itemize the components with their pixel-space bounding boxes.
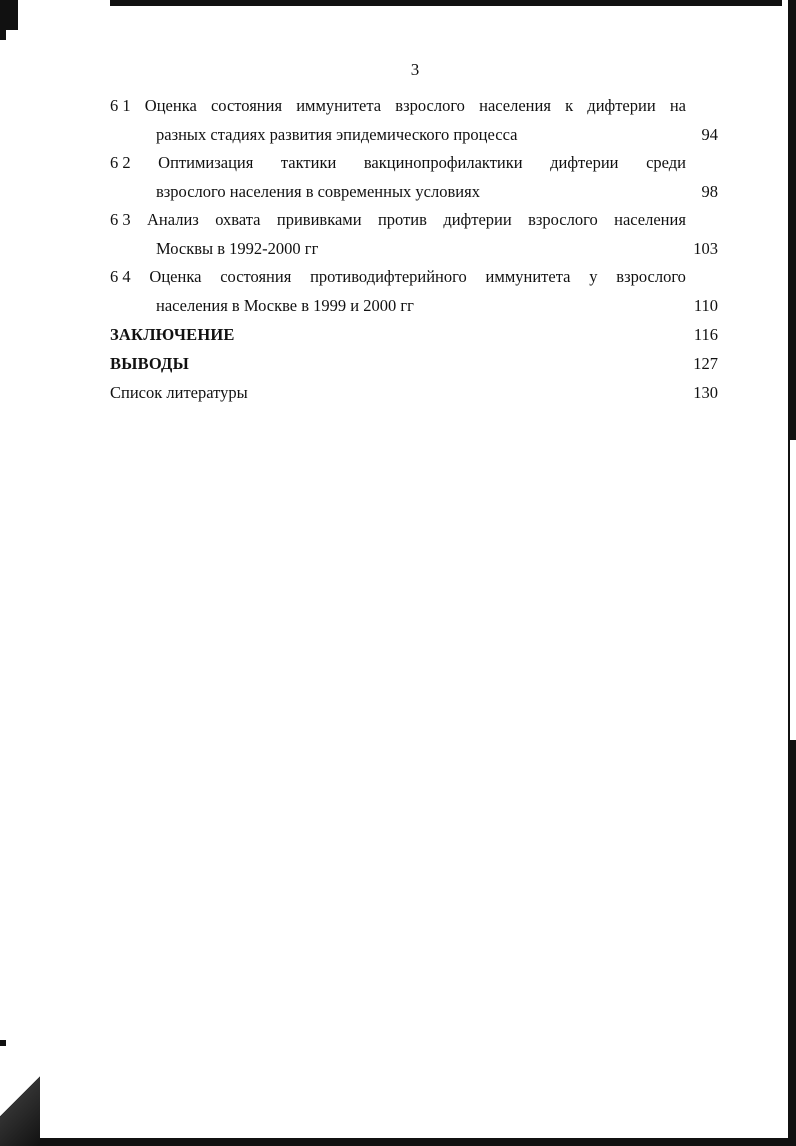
toc-word: прививками — [276, 210, 362, 229]
toc-word: Анализ — [147, 210, 199, 229]
table-of-contents — [110, 92, 718, 407]
toc-entry-label: Список литературы — [110, 383, 248, 402]
toc-entry-references — [110, 378, 718, 407]
toc-word: у — [589, 267, 598, 286]
toc-word: иммунитета — [485, 267, 571, 286]
scan-border-left-gap — [0, 40, 6, 1040]
toc-entry-continuation: Москвы в 1992-2000 гг — [156, 239, 319, 258]
toc-word: вакцинопрофилактики — [363, 153, 523, 172]
toc-word: охвата — [215, 210, 261, 229]
toc-word: состояния — [210, 96, 283, 115]
toc-entry-title-line — [110, 206, 686, 234]
toc-page-number: 116 — [693, 325, 718, 344]
toc-entry-continuation-line — [110, 120, 718, 149]
scan-border-top — [110, 0, 796, 6]
toc-page-number: 130 — [693, 383, 718, 402]
toc-word: на — [669, 96, 686, 115]
toc-entry-continuation: разных стадиях развития эпидемического процесса — [156, 125, 518, 144]
toc-word: Оценка — [149, 267, 202, 286]
toc-word: к — [565, 96, 574, 115]
toc-entry-continuation-line — [110, 291, 718, 320]
toc-word: среди — [646, 153, 686, 172]
toc-word: 6 2 — [110, 153, 131, 172]
toc-word: Оптимизация — [158, 153, 254, 172]
toc-entry-label: ЗАКЛЮЧЕНИЕ — [110, 325, 235, 344]
toc-word: противодифтерийного — [310, 267, 467, 286]
toc-entry-title-line — [110, 149, 686, 177]
toc-word: взрослого — [616, 267, 686, 286]
toc-word: состояния — [220, 267, 292, 286]
toc-entry-title-line — [110, 92, 686, 120]
scan-border-left-top — [0, 0, 18, 30]
toc-word: взрослого — [395, 96, 465, 115]
toc-word: дифтерии — [550, 153, 619, 172]
toc-word: дифтерии — [587, 96, 656, 115]
toc-word: взрослого — [528, 210, 598, 229]
toc-word: против — [377, 210, 427, 229]
toc-entry-label: ВЫВОДЫ — [110, 354, 189, 373]
toc-entry-conclusion — [110, 320, 718, 349]
scan-border-right-gap — [790, 440, 796, 740]
toc-word: населения — [479, 96, 551, 115]
toc-page-number: 94 — [701, 125, 718, 144]
toc-word: 6 4 — [110, 267, 131, 286]
toc-entry-title-line — [110, 263, 686, 291]
toc-entry-6-4 — [110, 263, 718, 320]
toc-word: дифтерии — [443, 210, 512, 229]
scan-border-bottom — [0, 1138, 796, 1146]
toc-entry-continuation-line — [110, 234, 718, 263]
toc-page-number: 110 — [693, 296, 718, 315]
toc-word: населения — [614, 210, 686, 229]
toc-word: 6 1 — [110, 96, 131, 115]
toc-word: тактики — [280, 153, 337, 172]
toc-entry-6-1 — [110, 92, 718, 149]
scan-corner-artifact — [0, 1046, 40, 1146]
toc-entry-continuation: населения в Москве в 1999 и 2000 гг — [156, 296, 414, 315]
toc-entry-6-3 — [110, 206, 718, 263]
toc-entry-6-2 — [110, 149, 718, 206]
toc-page-number: 127 — [693, 354, 718, 373]
toc-entry-continuation: взрослого населения в современных условиях — [156, 182, 480, 201]
toc-page-number: 103 — [693, 239, 718, 258]
toc-entry-findings — [110, 349, 718, 378]
toc-word: Оценка — [144, 96, 197, 115]
toc-page-number: 98 — [701, 182, 718, 201]
toc-word: иммунитета — [296, 96, 382, 115]
page-number: 3 — [410, 60, 420, 79]
toc-word: 6 3 — [110, 210, 131, 229]
toc-entry-continuation-line — [110, 177, 718, 206]
